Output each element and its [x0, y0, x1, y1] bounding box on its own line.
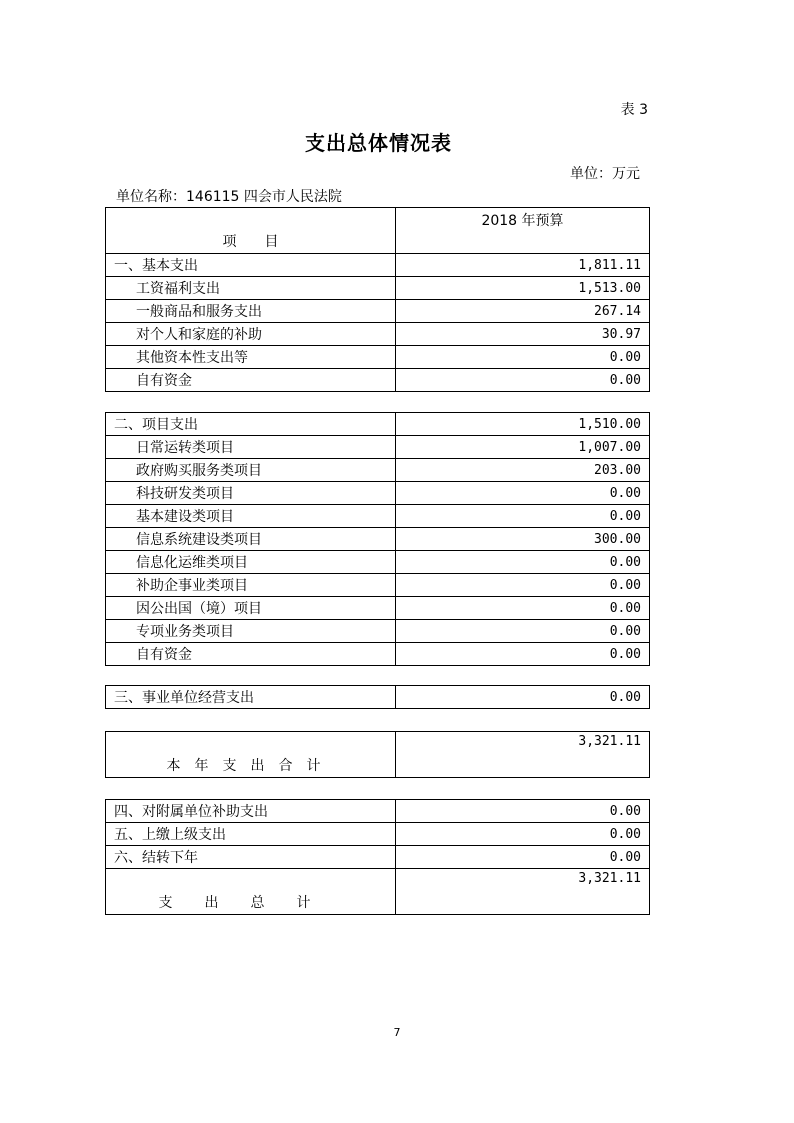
row-label: 基本建设类项目: [106, 505, 396, 528]
table-row: [106, 413, 650, 436]
row-label: 因公出国（境）项目: [106, 597, 396, 620]
unit-name: 单位名称：146115 四会市人民法院: [116, 189, 342, 205]
row-value: 0.00: [396, 369, 650, 392]
table-row: [106, 597, 650, 620]
table-row: [106, 505, 650, 528]
business-expenditure-table: [105, 685, 650, 709]
row-label: 一般商品和服务支出: [106, 300, 396, 323]
table-row: [106, 300, 650, 323]
row-label: 信息系统建设类项目: [106, 528, 396, 551]
table-row: [106, 686, 650, 709]
row-value: 0.00: [396, 574, 650, 597]
row-label: 补助企事业类项目: [106, 574, 396, 597]
table-row: [106, 643, 650, 666]
row-label: 自有资金: [106, 643, 396, 666]
table-row: [106, 620, 650, 643]
row-value: 267.14: [396, 300, 650, 323]
row-label: 五、上缴上级支出: [106, 823, 396, 846]
unit-label: 单位：万元: [570, 166, 640, 182]
table-row: [106, 323, 650, 346]
page-title: 支出总体情况表: [305, 131, 452, 155]
row-value: 0.00: [396, 597, 650, 620]
table-row: [106, 823, 650, 846]
row-label: 自有资金: [106, 369, 396, 392]
project-expenditure-table: [105, 412, 650, 666]
row-label: 政府购买服务类项目: [106, 459, 396, 482]
basic-expenditure-table: [105, 207, 650, 392]
business-value: 0.00: [396, 686, 650, 709]
row-label: 科技研发类项目: [106, 482, 396, 505]
row-label: 专项业务类项目: [106, 620, 396, 643]
table-row: [106, 369, 650, 392]
row-label: 六、结转下年: [106, 846, 396, 869]
table-row: [106, 254, 650, 277]
row-value: 30.97: [396, 323, 650, 346]
table-row: [106, 732, 650, 778]
table-row: [106, 528, 650, 551]
header-item: 项 目: [106, 208, 396, 254]
grand-total-label: 支出总计: [106, 869, 396, 915]
project-label: 二、项目支出: [106, 413, 396, 436]
row-value: 1,513.00: [396, 277, 650, 300]
row-label: 工资福利支出: [106, 277, 396, 300]
row-label: 其他资本性支出等: [106, 346, 396, 369]
table-number: 表 3: [620, 102, 648, 118]
table-row: [106, 277, 650, 300]
row-value: 0.00: [396, 482, 650, 505]
row-label: 信息化运维类项目: [106, 551, 396, 574]
row-label: 对个人和家庭的补助: [106, 323, 396, 346]
other-expenditure-table: [105, 799, 650, 915]
row-value: 300.00: [396, 528, 650, 551]
table-row: [106, 551, 650, 574]
table-row: [106, 346, 650, 369]
page-number: 7: [393, 1026, 401, 1039]
table-row: [106, 436, 650, 459]
table-row: [106, 482, 650, 505]
row-value: 0.00: [396, 846, 650, 869]
year-total-value: 3,321.11: [396, 732, 650, 778]
basic-value: 1,811.11: [396, 254, 650, 277]
table-row: [106, 846, 650, 869]
basic-label: 一、基本支出: [106, 254, 396, 277]
project-value: 1,510.00: [396, 413, 650, 436]
row-value: 1,007.00: [396, 436, 650, 459]
business-label: 三、事业单位经营支出: [106, 686, 396, 709]
row-value: 0.00: [396, 823, 650, 846]
row-value: 0.00: [396, 551, 650, 574]
row-value: 0.00: [396, 643, 650, 666]
table-row: [106, 459, 650, 482]
row-value: 0.00: [396, 346, 650, 369]
year-total-label: 本年支出合计: [106, 732, 396, 778]
row-label: 四、对附属单位补助支出: [106, 800, 396, 823]
row-label: 日常运转类项目: [106, 436, 396, 459]
row-value: 0.00: [396, 620, 650, 643]
grand-total-value: 3,321.11: [396, 869, 650, 915]
year-total-table: [105, 731, 650, 778]
header-year: 2018 年预算: [396, 208, 650, 254]
row-value: 0.00: [396, 505, 650, 528]
row-value: 0.00: [396, 800, 650, 823]
table-row: [106, 800, 650, 823]
table-row: [106, 869, 650, 915]
row-value: 203.00: [396, 459, 650, 482]
table-row: [106, 574, 650, 597]
